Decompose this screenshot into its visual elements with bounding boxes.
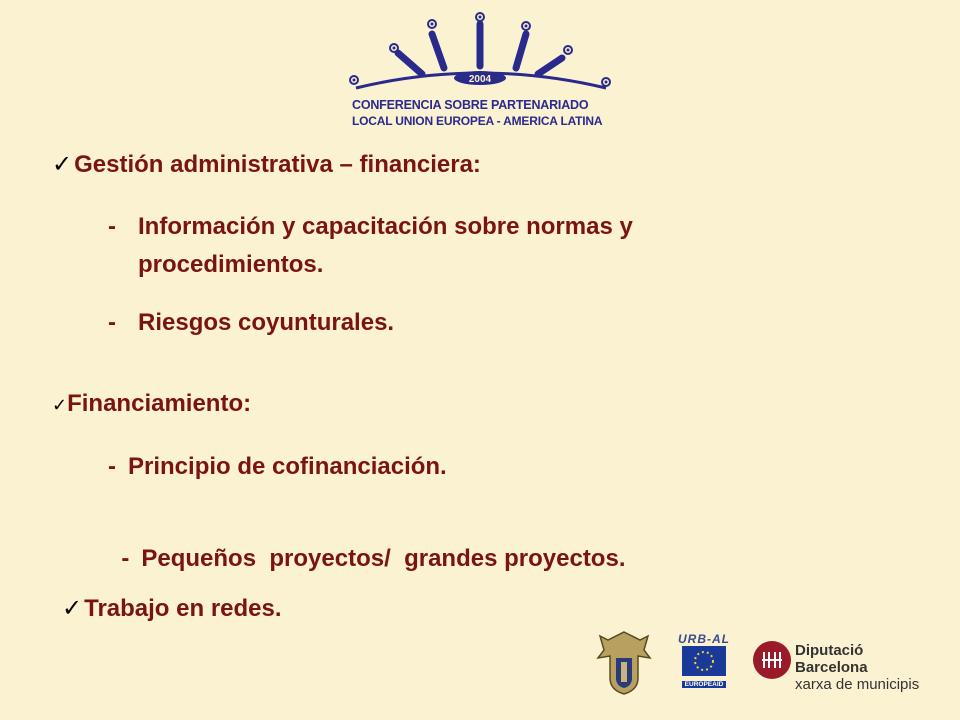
coat-of-arms-icon — [594, 628, 654, 698]
heading-financiamiento — [52, 390, 251, 418]
bullet-normas-text: Información y capacitación sobre normas y — [138, 213, 633, 240]
logo-title-line1: CONFERENCIA SOBRE PARTENARIADO — [352, 98, 589, 112]
diputacio-text — [795, 642, 919, 693]
urbal-label: URB-AL — [678, 632, 730, 646]
heading-redes-text: Trabajo en redes. — [84, 595, 282, 622]
heading-gestion-text: Gestión administrativa – financiera: — [74, 151, 481, 178]
bullet-proyectos-text: Pequeños proyectos/ grandes proyectos. — [141, 545, 626, 572]
europeaid-label: EUROPEAID — [682, 681, 726, 688]
diputacio-line3: xarxa de municipis — [795, 676, 920, 693]
sun-rays-emblem — [340, 8, 620, 98]
heading-financiamiento-text: Financiamiento: — [67, 390, 252, 417]
dash-icon: - — [108, 309, 116, 336]
dash-icon: - — [108, 213, 116, 240]
bullet-cofinanciacion-text: Principio de cofinanciación. — [128, 453, 447, 480]
diputacio-line1: Diputació — [795, 642, 864, 659]
check-icon: ✓ — [52, 395, 68, 415]
diputacio-emblem-icon — [752, 640, 792, 680]
bullet-riesgos — [108, 306, 394, 340]
bullet-normas — [108, 210, 633, 244]
urbal-europeaid-logo — [678, 632, 732, 694]
check-icon: ✓ — [52, 151, 73, 178]
footer-logos — [590, 626, 940, 698]
bullet-cofinanciacion — [108, 450, 447, 484]
dash-icon: - — [121, 545, 130, 572]
bullet-riesgos-text: Riesgos coyunturales. — [138, 309, 395, 336]
bullet-proyectos — [108, 508, 625, 576]
logo-year: 2004 — [468, 74, 492, 85]
dash-icon: - — [108, 453, 116, 480]
check-icon: ✓ — [62, 595, 83, 622]
conference-logo — [340, 8, 620, 126]
eu-flag-icon — [682, 646, 726, 676]
heading-gestion — [52, 150, 481, 179]
diputacio-line2: Barcelona — [795, 659, 868, 676]
logo-title-line2: LOCAL UNION EUROPEA - AMERICA LATINA — [352, 114, 603, 128]
bullet-normas-continuation: procedimientos. — [138, 251, 324, 278]
heading-redes — [62, 594, 282, 623]
